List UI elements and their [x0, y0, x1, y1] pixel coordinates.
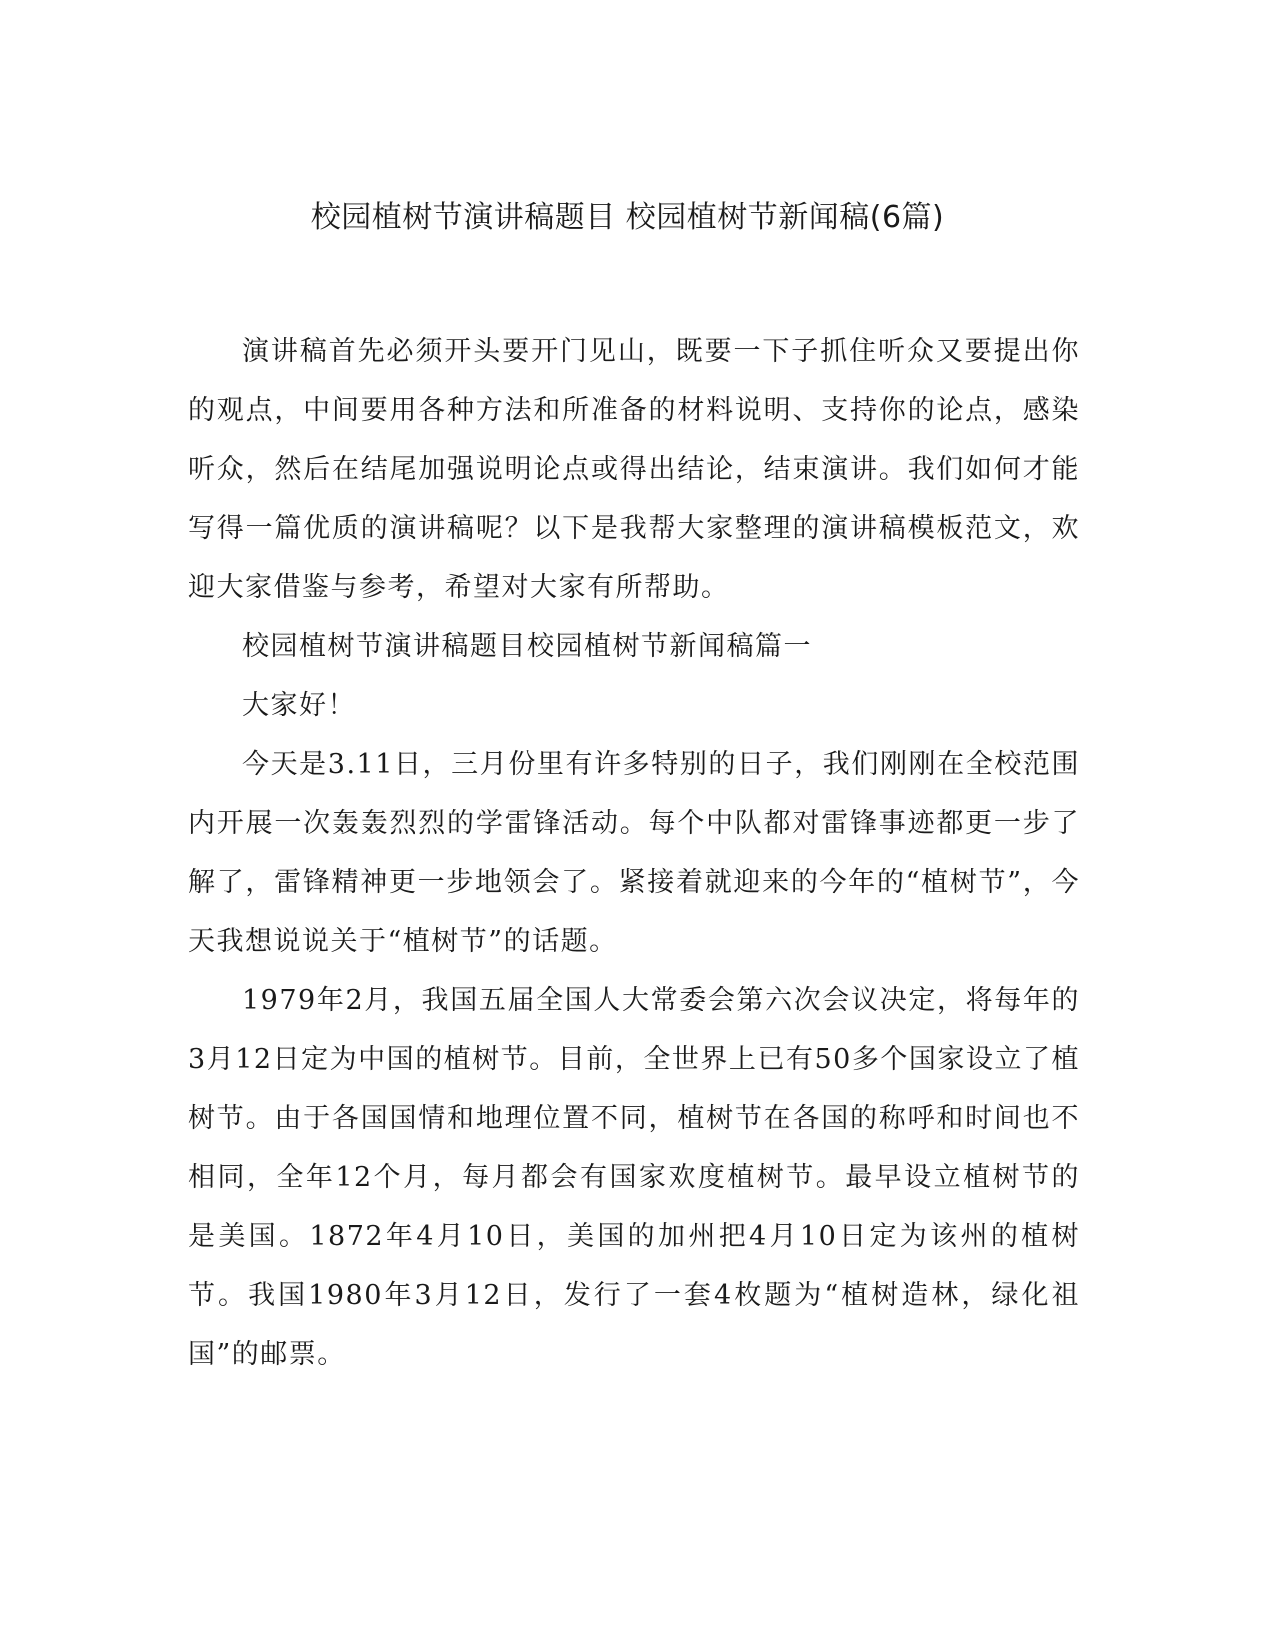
document-body — [188, 322, 1080, 1384]
greeting-paragraph: 大家好！ — [242, 690, 356, 721]
intro-paragraph: 演讲稿首先必须开头要开门见山，既要一下子抓住听众又要提出你的观点，中间要用各种方法和所准备的材料说明、支持你的论点，感染听众，然后在结尾加强说明论点或得出结论，结束演讲。我们如何才能写得一篇优质的演讲稿呢？以下是我帮大家整理的演讲稿模板范文，欢迎大家借鉴与参考，希望对大家有所帮助。 — [188, 336, 1080, 603]
body-paragraph: 今天是3.11日，三月份里有许多特别的日子，我们刚刚在全校范围内开展一次轰轰烈烈的学雷锋活动。每个中队都对雷锋事迹都更一步了解了，雷锋精神更一步地领会了。紧接着就迎来的今年的“植树节”，今天我想说说关于“植树节”的话题。 — [188, 749, 1080, 957]
section-heading: 校园植树节演讲稿题目校园植树节新闻稿篇一 — [242, 631, 812, 662]
body-paragraph: 1979年2月，我国五届全国人大常委会第六次会议决定，将每年的3月12日定为中国的植树节。目前，全世界上已有50多个国家设立了植树节。由于各国国情和地理位置不同，植树节在各国的称呼和时间也不相同，全年12个月，每月都会有国家欢度植树节。最早设立植树节的是美国。1872年4月10日，美国的加州把4月10日定为该州的植树节。我国1980年3月12日，发行了一套4枚题为“植树造林，绿化祖国”的邮票。 — [188, 985, 1080, 1370]
document-title: 校园植树节演讲稿题目 校园植树节新闻稿(6篇) — [310, 200, 945, 235]
